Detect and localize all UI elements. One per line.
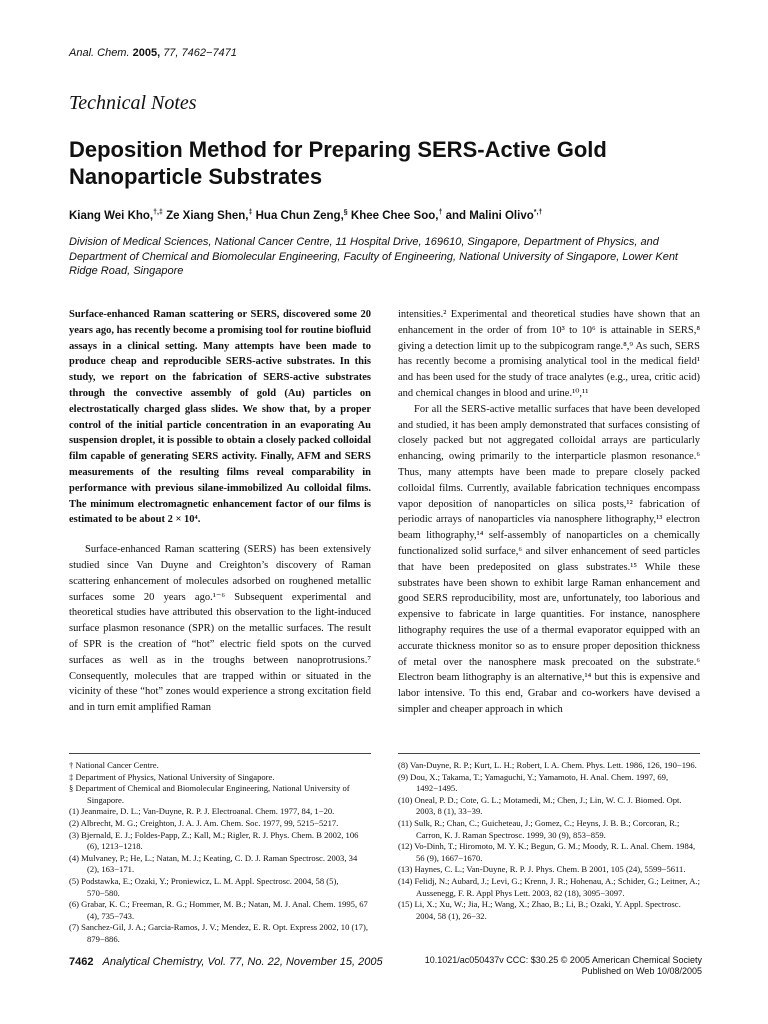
citation-journal: Anal. Chem. [69,47,130,59]
body-paragraph-right-1: intensities.² Experimental and theoretical studies have shown that an enhancement in the order of from 10³ to 10⁶ is attainable in SERS,⁸ giving a detection limit up to the subpicogram range.⁸,⁹ As such, SERS has recently become a promising analytical tool in the medical field¹ and has been used for the study of trace analytes (e.g., urea, critic acid) and chemical changes in blood and urine.¹⁰,¹¹ [398,309,700,399]
left-column [69,307,371,716]
section-label: Technical Notes [69,92,197,114]
reference: (9) Dou, X.; Takama, T.; Yamaguchi, Y.; Yamamoto, H. Anal. Chem. 1997, 69, 1492−1495. [398,771,669,794]
reference: (7) Sanchez-Gil, J. A.; Garcia-Ramos, J. V.; Mendez, E. R. Opt. Express 2002, 10 (17), 879−886. [69,922,368,944]
published-line: Published on Web 10/08/2005 [581,966,702,976]
page-number: 7462 [69,956,94,968]
reference: (12) Vo-Dinh, T.; Hiromoto, M. Y. K.; Begun, G. M.; Moody, R. L. Anal. Chem. 1984, 56 (9), 1667−1670. [398,841,696,863]
footnotes-left [69,760,371,946]
footnote: ‡ Department of Physics, National University of Singapore. [69,771,275,782]
footnote-divider-right [398,753,700,754]
author-5: and Malini Olivo*,† [445,209,543,222]
citation-year: 2005, [132,47,161,59]
doi-line: 10.1021/ac050437v CCC: $30.25 © 2005 American Chemical Society [424,955,702,965]
footnote-divider-left [69,753,371,754]
journal-citation [69,47,237,59]
footnote: § Department of Chemical and Biomolecular Engineering, National University of Singapore. [69,783,350,805]
reference: (13) Haynes, C. L.; Van-Duyne, R. P. J. Phys. Chem. B 2001, 105 (24), 5599−5611. [398,864,686,875]
reference: (5) Podstawka, E.; Ozaki, Y.; Proniewicz, L. M. Appl. Spectrosc. 2004, 58 (5), 570−580. [69,875,339,898]
author-list [69,209,542,222]
reference: (2) Albrecht, M. G.; Creighton, J. A. J. Am. Chem. Soc. 1977, 99, 5215−5217. [69,817,339,828]
reference: (15) Li, X.; Xu, W.; Jia, H.; Wang, X.; Zhao, B.; Li, B.; Ozaki, Y. Appl. Spectrosc. 2004, 58 (1), 26−32. [398,899,681,921]
page-footer [69,956,383,968]
publication-info [400,955,702,977]
footer-journal: Analytical Chemistry, Vol. 77, No. 22, November 15, 2005 [102,956,383,968]
author-2: Ze Xiang Shen,‡ [166,209,253,222]
body-paragraph-left: Surface-enhanced Raman scattering (SERS) has been extensively studied since Van Duyne and Creighton’s discovery of Raman scattering enhancement of molecules adsorbed on roughened metallic surfaces some 20 years ago.¹⁻⁶ Subsequent experimental and theoretical studies have attributed this observation to the light-induced surface plasmon resonance (SPR) on the metallic surfaces. The result of SPR is the creation of “hot” electric field spots on the curved surfaces as well as in the troughs between nanoprotrusions.⁷ Consequently, molecules that are trapped within or situated in the vicinity of these “hot” zones would experience a strong excitation field and in turn emit amplified Raman [69,544,371,714]
reference: (4) Mulvaney, P.; He, L.; Natan, M. J.; Keating, C. D. J. Raman Spectrosc. 2003, 34 (2), 163−171. [69,852,358,875]
citation-pages: 7462−7471 [181,47,237,59]
body-paragraph-right-2: For all the SERS-active metallic surfaces that have been developed and studied, it has been amply demonstrated that surfaces consisting of closely packed but not aggregated colloidal arrays are particularly enhancing, owing primarily to the interparticle plasmon resonance.⁶ Thus, many attempts have been made to prepare closely packed colloidal films. Currently, available fabrication techniques encompass vapor deposition of nanoparticles on silica posts,¹² fabrication of periodic arrays of nanoparticles via nanosphere lithography,¹³ electron beam lithography,¹⁴ self-assembly of nanoparticles on a chemically functionalized solid surface,⁶ and silver enhancement of seed particles that have been predeposited on glass substrates.¹⁵ While these substrates have been shown to exhibit large Raman enhancement and good SERS reproducibility, most are, unfortunately, too laborious and expensive to fabricate in large quantities. For instance, nanosphere lithography requires the use of a thermal evaporator equipped with an accurate thickness monitor so as to ensure proper deposition thickness of metal over the nanosphere mask precoated on the substrate.⁶ Electron beam lithography is an alternative,¹⁴ but this is expensive and labor intensive. To this end, Grabar and co-workers have devised a simpler and cheaper approach in which [398,403,700,715]
reference: (10) Oneal, P. D.; Cote, G. L.; Motamedi, M.; Chen, J.; Lin, W. C. J. Biomed. Opt. 2003, 8 (1), 33−39. [398,794,682,817]
affiliation: Division of Medical Sciences, National Cancer Centre, 11 Hospital Drive, 169610, Singapore, Department of Physics, and Department of Chemical and Biomolecular Engineering, Faculty of Engineering, National University of Singapore, Lower Kent Ridge Road, Singapore [69,236,678,277]
article-title: Deposition Method for Preparing SERS-Active Gold Nanoparticle Substrates [69,137,607,189]
footnotes-right [398,760,700,922]
citation-volume: 77, [163,47,179,59]
author-4: Khee Chee Soo,† [350,209,443,222]
abstract: Surface-enhanced Raman scattering or SERS, discovered some 20 years ago, has recently become a promising tool for routine biofluid assays in a clinical setting. Many attempts have been made to produce cheap and reproducible SERS-active substrates. In this study, we report on the fabrication of SERS-active substrates through the convective assembly of gold (Au) particles on electrostatically charged glass slides. We show that, by a proper control of the initial particle concentration in an evaporating Au suspension droplet, it is possible to obtain a closely packed colloidal film capable of generating SERS activity. Finally, AFM and SERS measurements of the resulting films reveal comparability in performance with previous silane-immobilized Au colloidal films. The minimum electromagnetic enhancement factor of our films is estimated to be about 2 × 10⁴. [69,309,371,526]
reference: (14) Felidj, N.; Aubard, J.; Levi, G.; Krenn, J. R.; Hohenau, A.; Schider, G.; Leitner, A.; Aussenegg, F. R. Appl Phys Lett. 2003, 82 (18), 3095−3097. [398,875,700,898]
author-1: Kiang Wei Kho,†,‡ [69,209,163,222]
reference: (8) Van-Duyne, R. P.; Kurt, L. H.; Robert, I. A. Chem. Phys. Lett. 1986, 126, 190−196. [398,760,697,770]
author-3: Hua Chun Zeng,§ [255,209,348,222]
reference: (6) Grabar, K. C.; Freeman, R. G.; Hommer, M. B.; Natan, M. J. Anal. Chem. 1995, 67 (4), 735−743. [69,899,368,921]
right-column [398,307,700,718]
footnote: † National Cancer Centre. [69,760,159,770]
reference: (11) Sulk, R.; Chan, C.; Guicheteau, J.; Gomez, C.; Heyns, J. B. B.; Corcoran, R.; Carron, K. J. Raman Spectrosc. 1999, 30 (9), 853−859. [398,817,680,840]
reference: (3) Bjernald, E. J.; Foldes-Papp, Z.; Kall, M.; Rigler, R. J. Phys. Chem. B 2002, 106 (6), 1213−1218. [69,829,359,852]
reference: (1) Jeanmaire, D. L.; Van-Duyne, R. P. J. Electroanal. Chem. 1977, 84, 1−20. [69,806,335,817]
